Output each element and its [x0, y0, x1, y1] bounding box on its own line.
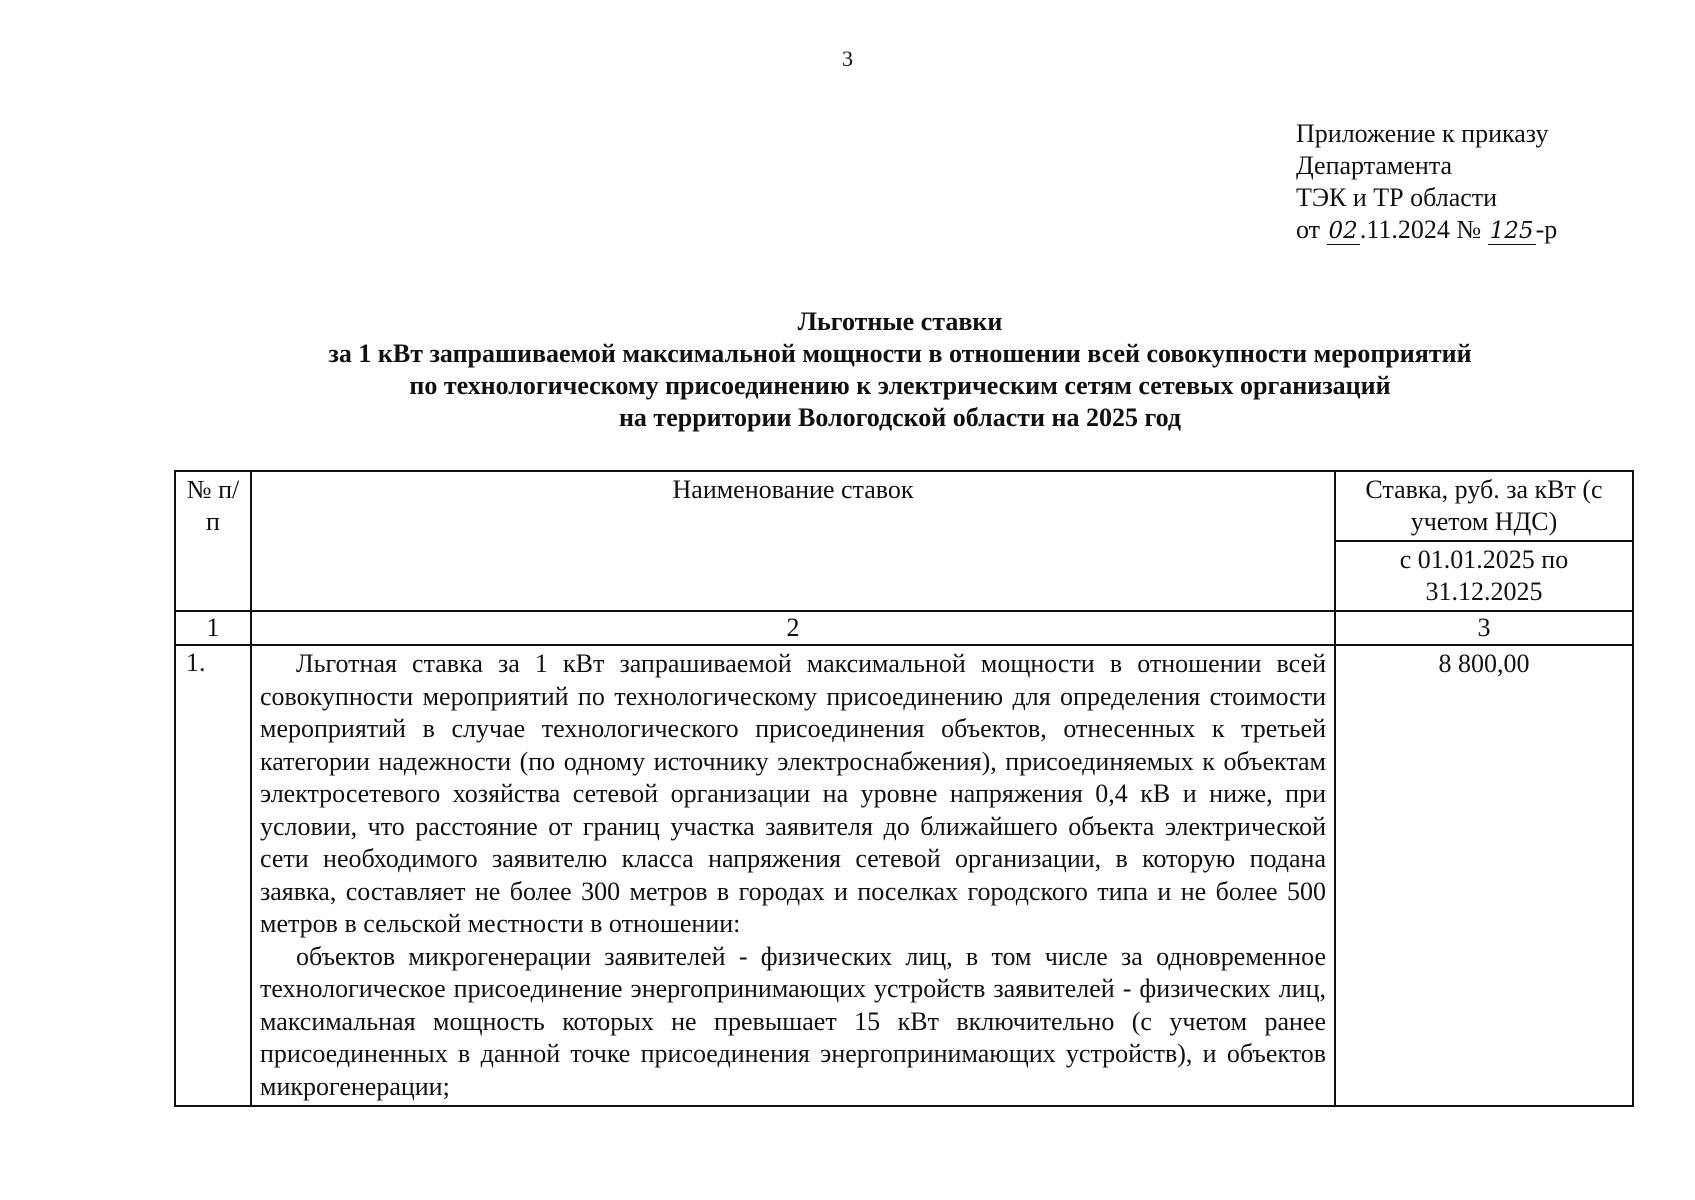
- order-number: 125: [1489, 218, 1534, 244]
- column-number-2: 2: [251, 611, 1335, 645]
- date-rest: .11.2024 №: [1359, 215, 1488, 244]
- header-row: [175, 471, 1633, 541]
- document-title: [200, 306, 1600, 434]
- title-line-4: на территории Вологодской области на 2025 год: [618, 403, 1182, 432]
- column-numbers-row: [175, 611, 1633, 645]
- header-rate: Ставка, руб. за кВт (с учетом НДС): [1335, 471, 1633, 541]
- appendix-line-3: ТЭК и ТР области: [1296, 183, 1498, 212]
- date-day: 02: [1328, 218, 1358, 244]
- column-number-3: 3: [1335, 611, 1633, 645]
- row-paragraph-1: Льготная ставка за 1 кВт запрашиваемой максимальной мощности в отношении всей совокупности мероприятий по технологическому присоединению для определения стоимости мероприятий в случае технологического присоединения объектов, отнесенных к третьей категории надежности (по одному источнику электроснабжения), присоединяемых к объектам электросетевого хозяйства сетевой организации на уровне напряжения 0,4 кВ и ниже, при условии, что расстояние от границ участка заявителя до ближайшего объекта электрической сети необходимого заявителю класса напряжения сетевой организации, в которую подана заявка, составляет не более 300 метров в городах и поселках городского типа и не более 500 метров в сельской местности в отношении:: [260, 649, 1326, 938]
- order-suffix: -р: [1535, 215, 1558, 244]
- row-paragraph-2: объектов микрогенерации заявителей - физических лиц, в том числе за одновременное технологическое присоединение энергопринимающих устройств заявителей - физических лиц, максимальная мощность которых не превышает 15 кВт включительно (с учетом ранее присоединенных в данной точке присоединения энергопринимающих устройств), и объектов микрогенерации;: [260, 941, 1326, 1101]
- row-rate: 8 800,00: [1335, 645, 1633, 1106]
- row-description: [251, 645, 1335, 1106]
- rates-table: [174, 470, 1634, 1107]
- column-number-1: 1: [175, 611, 251, 645]
- appendix-block: [1296, 118, 1616, 247]
- header-period: с 01.01.2025 по 31.12.2025: [1335, 541, 1633, 611]
- table-row: [175, 645, 1633, 1106]
- title-line-1: Льготные ставки: [797, 307, 1003, 336]
- title-line-3: по технологическому присоединению к электрическим сетям сетевых организаций: [409, 371, 1391, 400]
- appendix-line-1: Приложение к приказу: [1296, 119, 1549, 148]
- appendix-date-line: [1296, 214, 1616, 247]
- appendix-line-2: Департамента: [1296, 151, 1453, 180]
- title-line-2: за 1 кВт запрашиваемой максимальной мощности в отношении всей совокупности мероприятий: [328, 339, 1472, 368]
- row-number: 1.: [175, 645, 251, 1106]
- page-number: 3: [842, 46, 853, 71]
- header-num: № п/п: [175, 471, 251, 611]
- header-name: Наименование ставок: [251, 471, 1335, 611]
- date-prefix: от: [1296, 215, 1327, 244]
